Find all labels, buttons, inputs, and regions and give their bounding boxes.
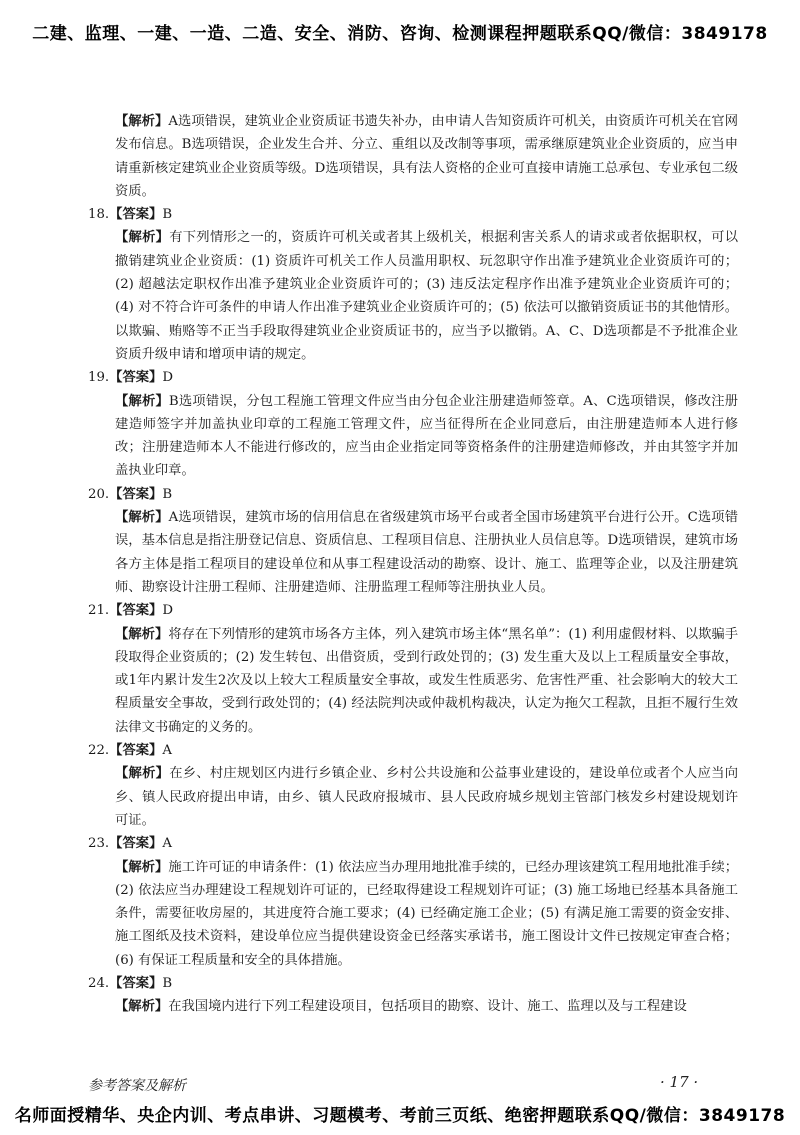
analysis-paragraph xyxy=(115,226,738,366)
answer-value: B xyxy=(162,486,173,502)
analysis-paragraph xyxy=(115,390,738,483)
answer-line xyxy=(88,832,738,855)
answer-label: 【答案】 xyxy=(109,486,163,502)
analysis-paragraph xyxy=(115,506,738,599)
analysis-paragraph xyxy=(115,995,738,1018)
analysis-label: 【解析】 xyxy=(115,626,169,642)
answer-label: 【答案】 xyxy=(109,207,163,223)
answer-label: 【答案】 xyxy=(109,370,163,386)
analysis-text: 施工许可证的申请条件：(1) 依法应当办理用地批准手续的，已经办理该建筑工程用地批准手续；(2) 依法应当办理建设工程规划许可证的，已经取得建设工程规划许可证；(3) 施工场地已经基本具备施工条件，需要征收房屋的，其进度符合施工要求；(4) 已经确定施工企业；(5) 有满足施工需要的资金安排、施工图纸及技术资料，建设单位应当提供建设资金已经落实承诺书，施工图设计文件已按规定审查合格；(6) 有保证工程质量和安全的具体措施。 xyxy=(115,859,738,968)
analysis-label: 【解析】 xyxy=(115,859,169,875)
analysis-label: 【解析】 xyxy=(115,999,169,1015)
answer-value: D xyxy=(162,370,174,386)
analysis-label: 【解析】 xyxy=(115,393,169,409)
answer-line xyxy=(88,599,738,622)
question-number: 20. xyxy=(88,486,110,502)
analysis-paragraph xyxy=(115,856,738,972)
question-number: 19. xyxy=(88,370,110,386)
answer-line xyxy=(88,203,738,226)
analysis-paragraph xyxy=(115,623,738,739)
question-number: 18. xyxy=(88,207,110,223)
answer-value: B xyxy=(162,207,173,223)
question-number: 21. xyxy=(88,603,110,619)
question-number: 22. xyxy=(88,743,110,759)
answer-line xyxy=(88,739,738,762)
answer-analysis-section xyxy=(88,110,738,1019)
footer-section-title: 参考答案及解析 xyxy=(88,1078,186,1094)
analysis-text: A选项错误，建筑业企业资质证书遗失补办，由申请人告知资质许可机关，由资质许可机关在官网发布信息。B选项错误，企业发生合并、分立、重组以及改制等事项，需承继原建筑业企业资质的，应当申请重新核定建筑业企业资质等级。D选项错误，具有法人资格的企业可直接申请施工总承包、专业承包二级资质。 xyxy=(115,114,738,199)
analysis-text: A选项错误，建筑市场的信用信息在省级建筑市场平台或者全国市场建筑平台进行公开。C选项错误，基本信息是指注册登记信息、资质信息、工程项目信息、注册执业人员信息等。D选项错误，建筑市场各方主体是指工程项目的建设单位和从事工程建设活动的勘察、设计、施工、监理等企业，以及注册建筑师、勘察设计注册工程师、注册建造师、注册监理工程师等注册执业人员。 xyxy=(115,510,739,595)
answer-value: A xyxy=(162,836,172,852)
answer-label: 【答案】 xyxy=(109,975,163,991)
analysis-label: 【解析】 xyxy=(115,766,170,782)
answer-value: D xyxy=(162,603,174,619)
analysis-text: 有下列情形之一的，资质许可机关或者其上级机关，根据利害关系人的请求或者依据职权，可以撤销建筑业企业资质：(1) 资质许可机关工作人员滥用职权、玩忽职守作出准予建筑业企业资质许可的；(2) 超越法定职权作出准予建筑业企业资质许可的；(3) 违反法定程序作出准予建筑业企业资质许可的；(4) 对不符合许可条件的申请人作出准予建筑业企业资质许可的；(5) 依法可以撤销资质证书的其他情形。以欺骗、贿赂等不正当手段取得建筑业企业资质证书的，应当予以撤销。A、C、D选项都是不予批准企业资质升级申请和增项申请的规定。 xyxy=(115,230,739,362)
answer-label: 【答案】 xyxy=(109,836,163,852)
question-number: 23. xyxy=(88,836,110,852)
analysis-paragraph xyxy=(115,762,738,832)
answer-line xyxy=(88,366,738,389)
answer-value: A xyxy=(162,743,172,759)
analysis-text: B选项错误，分包工程施工管理文件应当由分包企业注册建造师签章。A、C选项错误，修改注册建造师签字并加盖执业印章的工程施工管理文件，应当征得所在企业同意后，由注册建造师本人进行修改；注册建造师本人不能进行修改的，应当由企业指定同等资格条件的注册建造师修改，并由其签字并加盖执业印章。 xyxy=(115,393,739,479)
analysis-label: 【解析】 xyxy=(115,230,170,246)
answer-value: B xyxy=(162,975,173,991)
answer-label: 【答案】 xyxy=(109,603,163,619)
answer-line xyxy=(88,483,738,506)
analysis-text: 在乡、村庄规划区内进行乡镇企业、乡村公共设施和公益事业建设的，建设单位或者个人应当向乡、镇人民政府提出申请，由乡、镇人民政府报城市、县人民政府城乡规划主管部门核发乡村建设规划许可证。 xyxy=(115,766,739,828)
question-number: 24. xyxy=(88,975,110,991)
analysis-label: 【解析】 xyxy=(115,114,169,129)
top-promo-banner: 二建、监理、一建、一造、二造、安全、消防、咨询、检测课程押题联系QQ/微信：3849178 xyxy=(32,24,768,44)
page-number: · 17 · xyxy=(660,1073,699,1091)
analysis-text: 将存在下列情形的建筑市场各方主体，列入建筑市场主体“黑名单”：(1) 利用虚假材料、以欺骗手段取得企业资质的；(2) 发生转包、出借资质，受到行政处罚的；(3) 发生重大及以上工程质量安全事故，或1年内累计发生2次及以上较大工程质量安全事故，或发生性质恶劣、危害性严重、社会影响大的较大工程质量安全事故，受到行政处罚的；(4) 经法院判决或仲裁机构裁决，认定为拖欠工程款，且拒不履行生效法律文书确定的义务的。 xyxy=(115,626,739,735)
analysis-text: 在我国境内进行下列工程建设项目，包括项目的勘察、设计、施工、监理以及与工程建设 xyxy=(168,999,687,1015)
bottom-promo-banner: 名师面授精华、央企内训、考点串讲、习题模考、考前三页纸、绝密押题联系QQ/微信：3849178 xyxy=(14,1106,786,1126)
analysis-label: 【解析】 xyxy=(115,510,169,526)
intro-analysis xyxy=(115,110,738,203)
answer-line xyxy=(88,972,738,995)
answer-label: 【答案】 xyxy=(109,743,163,759)
